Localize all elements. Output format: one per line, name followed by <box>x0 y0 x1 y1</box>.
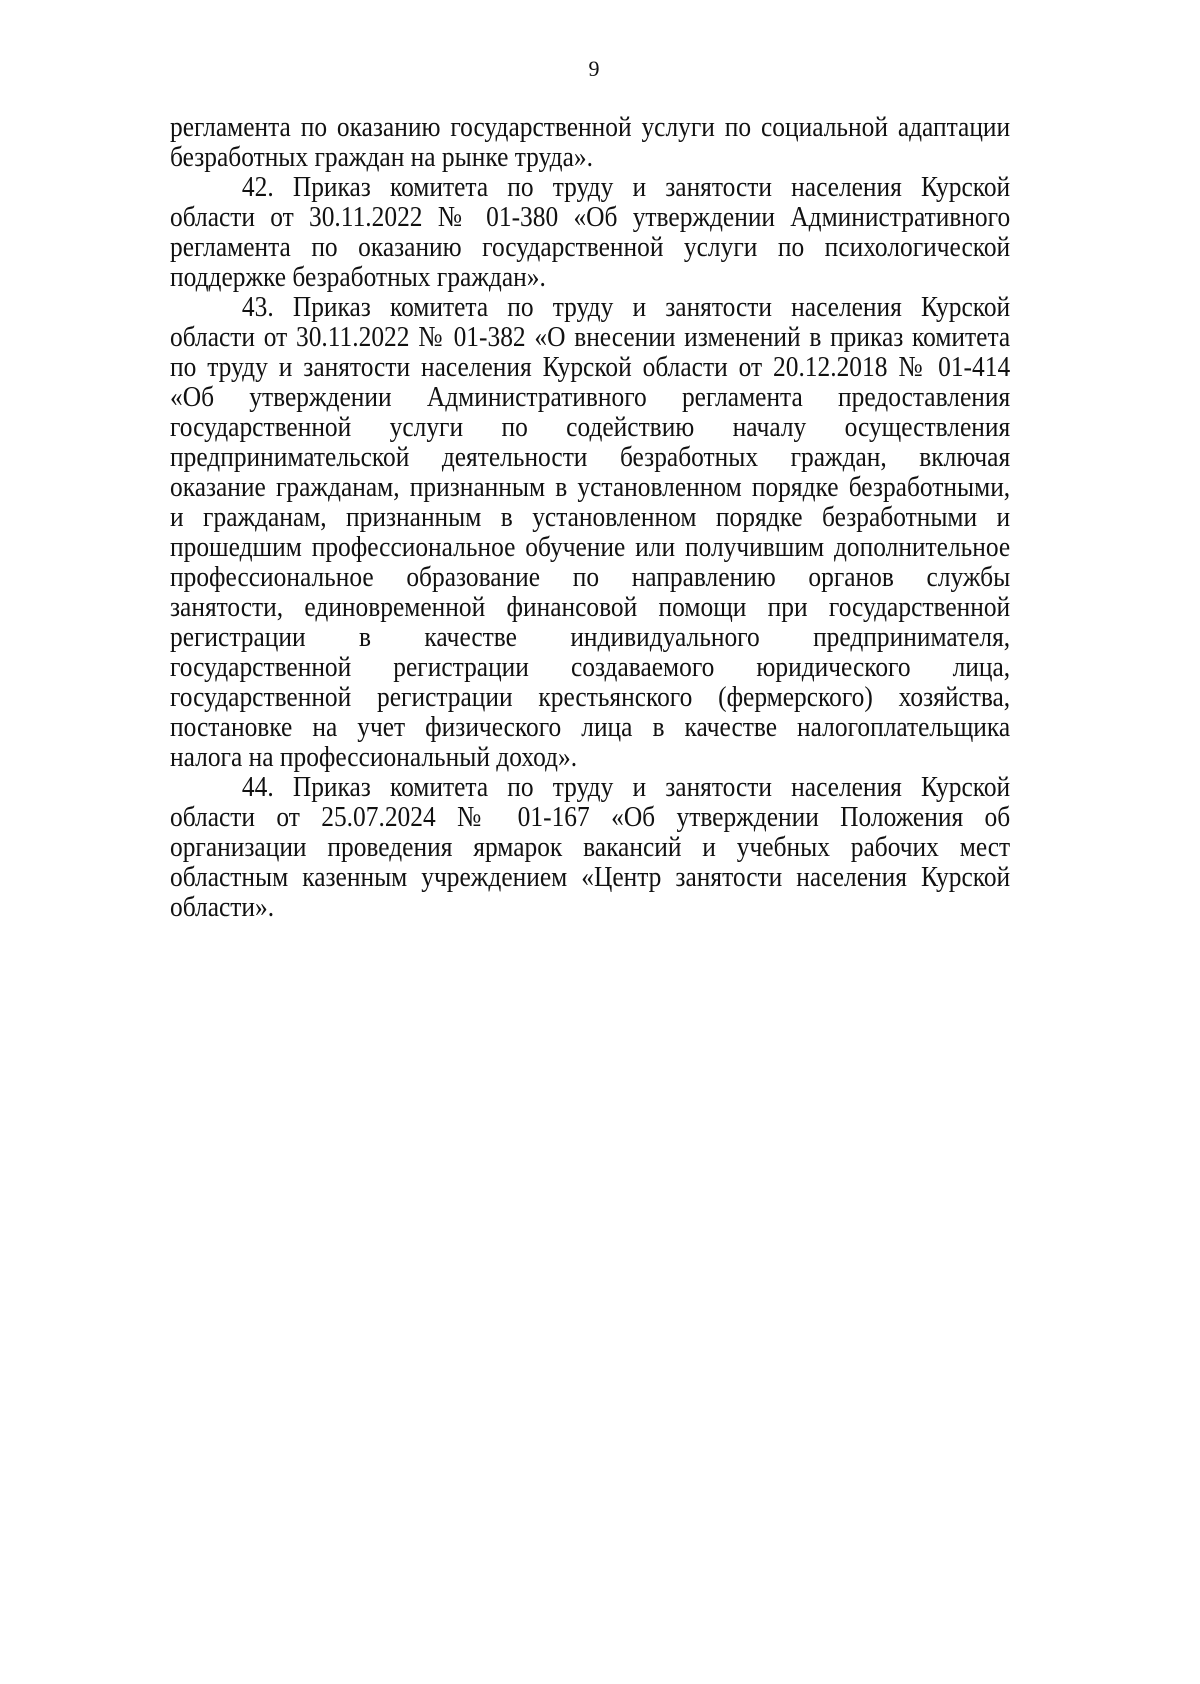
text-line: областным казенным учреждением «Центр занятости населения Курской <box>170 861 1011 893</box>
text-line: области от 30.11.2022 № 01-382 «О внесении изменений в приказ комитета <box>170 321 1011 353</box>
text-line: регламента по оказанию государственной услуги по социальной адаптации <box>170 111 1011 143</box>
text-line: поддержке безработных граждан». <box>170 261 546 293</box>
text-line: оказание гражданам, признанным в установленном порядке безработными, <box>170 471 1011 503</box>
text-line: безработных граждан на рынке труда». <box>170 141 593 173</box>
text-line: государственной регистрации создаваемого юридического лица, <box>170 651 1011 683</box>
text-line: области от 30.11.2022 № 01-380 «Об утверждении Административного <box>170 201 1011 233</box>
text-line: регламента по оказанию государственной услуги по психологической <box>170 231 1011 263</box>
text-line: занятости, единовременной финансовой помощи при государственной <box>170 591 1011 623</box>
text-line: 42. Приказ комитета по труду и занятости населения Курской <box>241 171 1011 203</box>
text-line: регистрации в качестве индивидуального предпринимателя, <box>170 621 1011 653</box>
text-line: по труду и занятости населения Курской области от 20.12.2018 № 01-414 <box>170 351 1011 383</box>
document-body <box>170 112 1010 922</box>
page-number: 9 <box>588 56 600 81</box>
text-line: профессиональное образование по направлению органов службы <box>170 561 1011 593</box>
text-line: государственной регистрации крестьянского (фермерского) хозяйства, <box>170 681 1011 713</box>
text-line: 43. Приказ комитета по труду и занятости населения Курской <box>241 291 1011 323</box>
text-line: налога на профессиональный доход». <box>170 741 578 773</box>
text-line: постановке на учет физического лица в качестве налогоплательщика <box>170 711 1011 743</box>
text-line: прошедшим профессиональное обучение или получившим дополнительное <box>170 531 1011 563</box>
text-line: 44. Приказ комитета по труду и занятости населения Курской <box>241 771 1011 803</box>
text-line: предпринимательской деятельности безработных граждан, включая <box>170 441 1011 473</box>
text-line: области от 25.07.2024 № 01-167 «Об утверждении Положения об <box>170 801 1011 833</box>
text-line: государственной услуги по содействию началу осуществления <box>170 411 1011 443</box>
text-line: и гражданам, признанным в установленном порядке безработными и <box>170 501 1011 533</box>
text-line: организации проведения ярмарок вакансий и учебных рабочих мест <box>170 831 1011 863</box>
text-line: «Об утверждении Административного регламента предоставления <box>170 381 1011 413</box>
text-line: области». <box>170 891 275 923</box>
